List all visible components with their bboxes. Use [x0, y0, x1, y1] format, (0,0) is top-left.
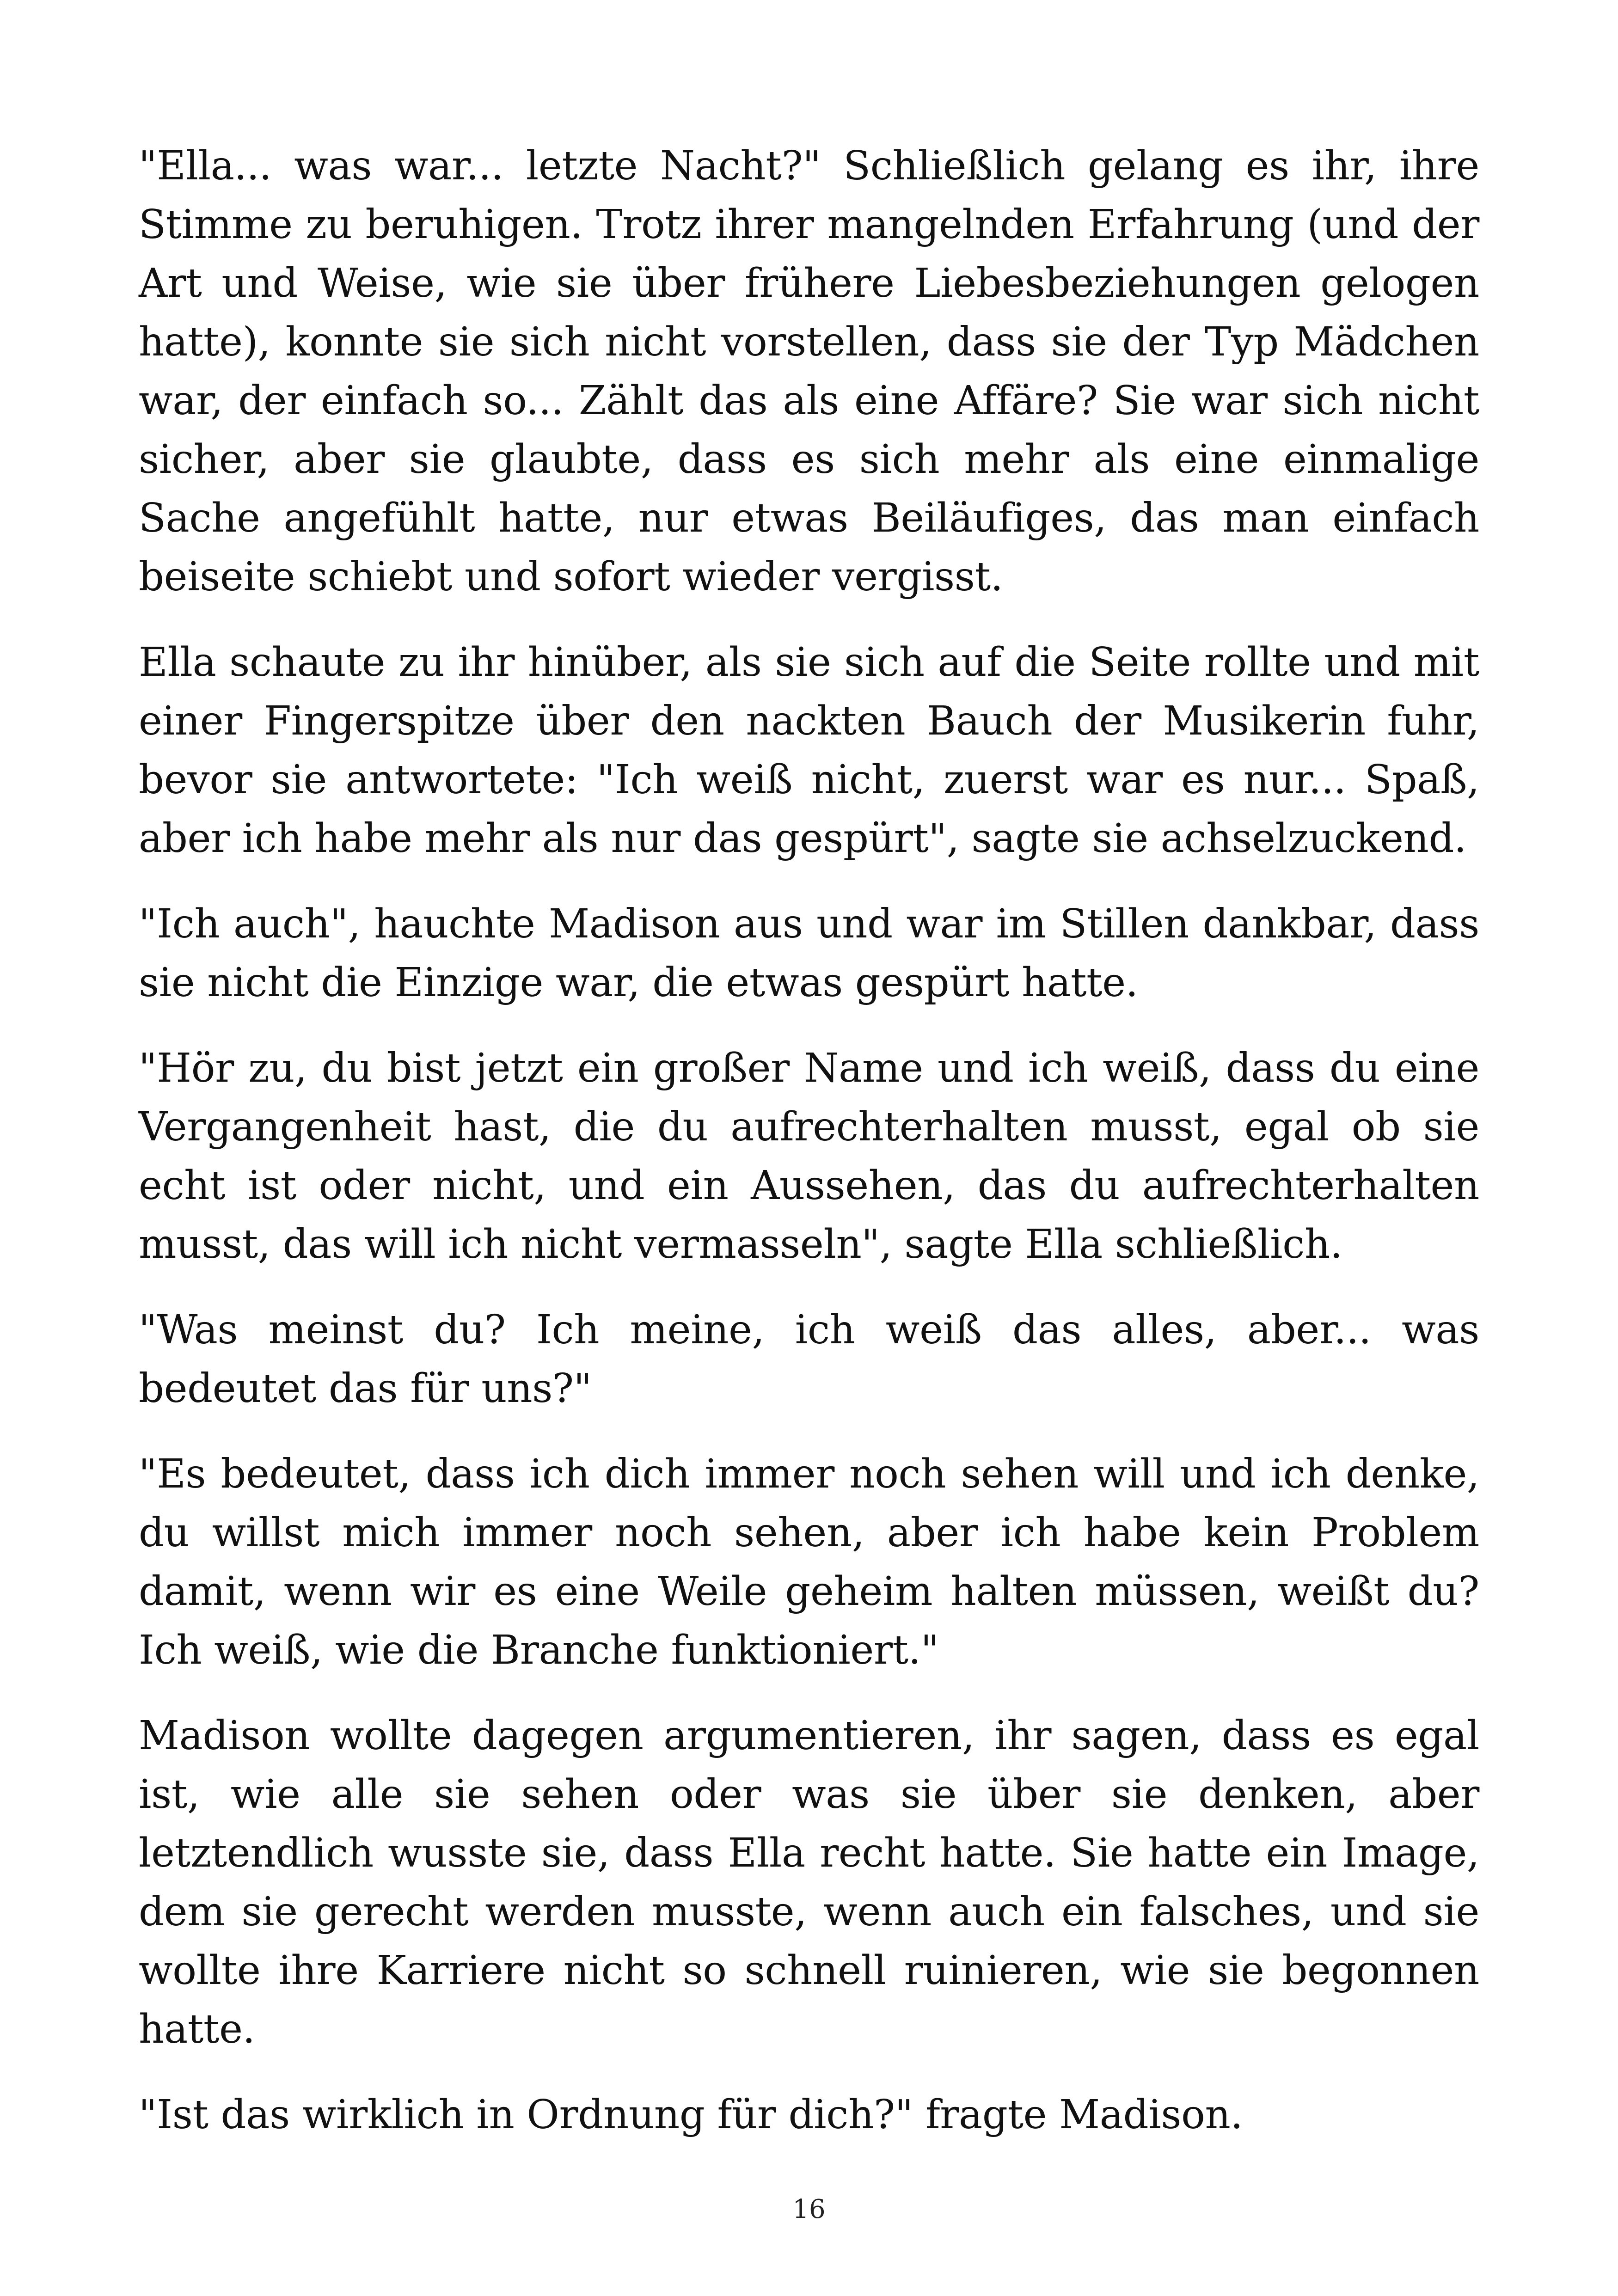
- paragraph-8: "Ist das wirklich in Ordnung für dich?" fragte Madison.: [139, 2092, 1243, 2138]
- text-body: [139, 137, 1479, 2171]
- paragraph-1: "Ella... was war... letzte Nacht?" Schließlich gelang es ihr, ihre Stimme zu beruhigen. Trotz ihrer mangelnden Erfahrung (und der Art und Weise, wie sie über frühere Liebesbeziehungen gelogen hatte), konnte sie sich nicht vorstellen, dass sie der Typ Mädchen war, der einfach so... Zählt das als eine Affäre? Sie war sich nicht sicher, aber sie glaubte, dass es sich mehr als eine einmalige Sache angefühlt hatte, nur etwas Beiläufiges, das man einfach beiseite schiebt und sofort wieder vergisst.: [139, 143, 1479, 600]
- paragraph-2: Ella schaute zu ihr hinüber, als sie sich auf die Seite rollte und mit einer Fingerspitze über den nackten Bauch der Musikerin fuhr, bevor sie antwortete: "Ich weiß nicht, zuerst war es nur... Spaß, aber ich habe mehr als nur das gespürt", sagte sie achselzuckend.: [139, 639, 1479, 862]
- paragraph-3: "Ich auch", hauchte Madison aus und war im Stillen dankbar, dass sie nicht die Einzige war, die etwas gespürt hatte.: [139, 901, 1479, 1006]
- paragraph-4: "Hör zu, du bist jetzt ein großer Name und ich weiß, dass du eine Vergangenheit hast, die du aufrechterhalten musst, egal ob sie echt ist oder nicht, und ein Aussehen, das du aufrechterhalten musst, das will ich nicht vermasseln", sagte Ella schließlich.: [139, 1045, 1479, 1267]
- page-number: 16: [792, 2194, 826, 2224]
- paragraph-5: "Was meinst du? Ich meine, ich weiß das alles, aber... was bedeutet das für uns?": [139, 1307, 1479, 1412]
- paragraph-7: Madison wollte dagegen argumentieren, ihr sagen, dass es egal ist, wie alle sie sehen oder was sie über sie denken, aber letztendlich wusste sie, dass Ella recht hatte. Sie hatte ein Image, dem sie gerecht werden musste, wenn auch ein falsches, und sie wollte ihre Karriere nicht so schnell ruinieren, wie sie begonnen hatte.: [139, 1713, 1479, 2052]
- paragraph-6: "Es bedeutet, dass ich dich immer noch sehen will und ich denke, du willst mich immer noch sehen, aber ich habe kein Problem damit, wenn wir es eine Weile geheim halten müssen, weißt du? Ich weiß, wie die Branche funktioniert.": [139, 1451, 1479, 1673]
